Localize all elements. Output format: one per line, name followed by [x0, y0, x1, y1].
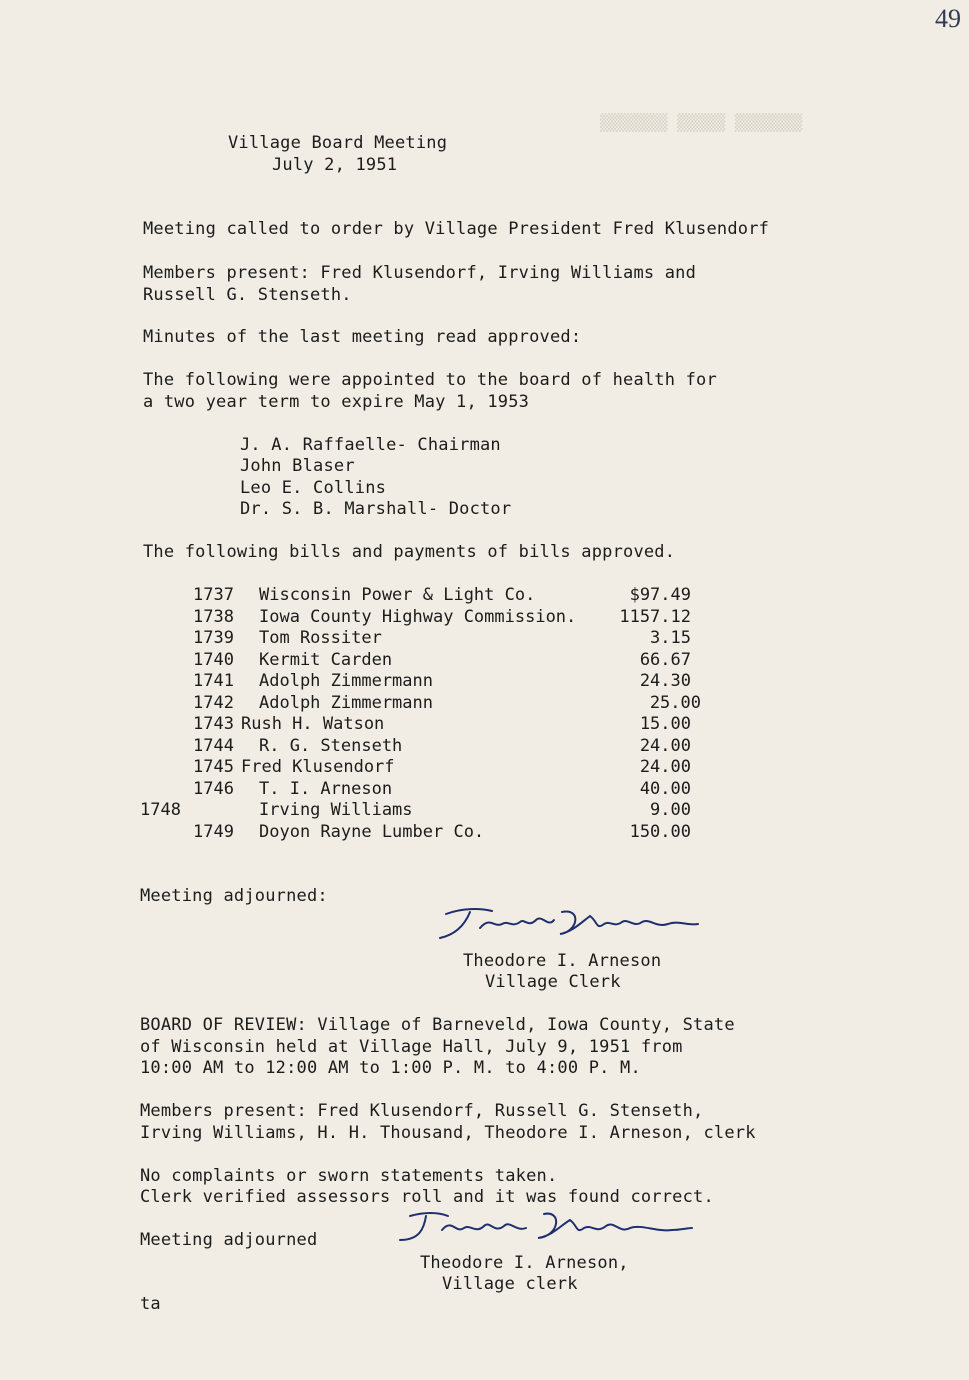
bill-payee: Iowa County Highway Commission. — [259, 607, 577, 627]
bill-amount: 3.15 — [650, 628, 691, 648]
bill-amount: 150.00 — [629, 822, 691, 842]
review-members-line2: Irving Williams, H. H. Thousand, Theodore I. Arneson, clerk — [140, 1123, 756, 1143]
complaints-line2: Clerk verified assessors roll and it was found correct. — [140, 1187, 714, 1207]
bill-row — [0, 607, 969, 628]
bill-payee: Fred Klusendorf — [241, 757, 395, 777]
bill-payee: Irving Williams — [259, 800, 413, 820]
bill-amount: 66.67 — [639, 650, 691, 670]
bill-row — [0, 628, 969, 649]
bill-payee: Adolph Zimmermann — [259, 693, 433, 713]
bill-number: 1745 — [193, 757, 234, 777]
members-present-line2: Russell G. Stenseth. — [143, 285, 352, 305]
bill-number: 1741 — [193, 671, 234, 691]
bill-payee: T. I. Arneson — [259, 779, 393, 799]
bill-payee: Adolph Zimmermann — [259, 671, 433, 691]
bill-payee: Doyon Rayne Lumber Co. — [259, 822, 485, 842]
bill-number: 1749 — [193, 822, 234, 842]
bill-payee: Tom Rossiter — [259, 628, 382, 648]
bill-number: 1737 — [193, 585, 234, 605]
typist-initials: ta — [140, 1294, 161, 1314]
health-member: John Blaser — [240, 456, 355, 476]
board-of-review-line1: BOARD OF REVIEW: Village of Barneveld, Iowa County, State — [140, 1015, 735, 1035]
bill-row — [0, 693, 969, 714]
bill-amount: 15.00 — [639, 714, 691, 734]
health-member: Leo E. Collins — [240, 478, 387, 498]
board-of-review-line2: of Wisconsin held at Village Hall, July 9, 1951 from — [140, 1037, 683, 1057]
bill-row — [0, 779, 969, 800]
health-member: J. A. Raffaelle- Chairman — [240, 435, 501, 455]
clerk-name: Theodore I. Arneson — [463, 951, 662, 971]
bill-payee: Wisconsin Power & Light Co. — [259, 585, 536, 605]
bill-payee: R. G. Stenseth — [259, 736, 403, 756]
bill-amount: 40.00 — [639, 779, 691, 799]
board-of-health-line2: a two year term to expire May 1, 1953 — [143, 392, 530, 412]
bill-number: 1740 — [193, 650, 234, 670]
bill-row — [0, 800, 969, 821]
bill-payee: Rush H. Watson — [241, 714, 385, 734]
board-of-health-line1: The following were appointed to the board of health for — [143, 370, 717, 390]
bill-amount: 1157.12 — [619, 607, 691, 627]
bill-number: 1744 — [193, 736, 234, 756]
bill-number: 1743 — [193, 714, 234, 734]
bill-number: 1746 — [193, 779, 234, 799]
bill-payee: Kermit Carden — [259, 650, 393, 670]
bill-amount: 24.30 — [639, 671, 691, 691]
complaints-line1: No complaints or sworn statements taken. — [140, 1166, 558, 1186]
heading-line1: Village Board Meeting — [228, 133, 448, 153]
bill-number: 1739 — [193, 628, 234, 648]
clerk-title-2: Village clerk — [442, 1274, 578, 1294]
bill-row — [0, 671, 969, 692]
bill-amount: 24.00 — [639, 757, 691, 777]
bill-amount: 25.00 — [649, 693, 701, 713]
bill-row — [0, 822, 969, 843]
board-of-review-line3: 10:00 AM to 12:00 AM to 1:00 P. M. to 4:00 P. M. — [140, 1058, 641, 1078]
clerk-name-2: Theodore I. Arneson, — [420, 1253, 629, 1273]
bill-number: 1748 — [140, 800, 181, 820]
members-present-line1: Members present: Fred Klusendorf, Irving Williams and — [143, 263, 697, 283]
bill-row — [0, 650, 969, 671]
meeting-adjourned: Meeting adjourned: — [140, 886, 328, 906]
signature — [394, 1206, 694, 1252]
bill-row — [0, 736, 969, 757]
bill-amount: 24.00 — [639, 736, 691, 756]
bills-intro: The following bills and payments of bills approved. — [143, 542, 676, 562]
review-members-line1: Members present: Fred Klusendorf, Russell G. Stenseth, — [140, 1101, 704, 1121]
bill-number: 1742 — [193, 693, 234, 713]
meeting-adjourned-2: Meeting adjourned — [140, 1230, 318, 1250]
clerk-title: Village Clerk — [485, 972, 621, 992]
signature — [432, 902, 702, 948]
health-member: Dr. S. B. Marshall- Doctor — [240, 499, 512, 519]
minutes-approved: Minutes of the last meeting read approved: — [143, 327, 582, 347]
bill-row — [0, 714, 969, 735]
bill-amount: 9.00 — [650, 800, 691, 820]
called-to-order: Meeting called to order by Village President Fred Klusendorf — [143, 219, 770, 239]
bill-amount: $97.49 — [629, 585, 691, 605]
page-number: 49 — [935, 4, 961, 33]
heading-line2: July 2, 1951 — [272, 155, 398, 175]
bill-row — [0, 757, 969, 778]
bleed-through: ▒▒▒▒▒▒▒ ▒▒▒▒▒ ▒▒▒▒▒▒▒ — [600, 113, 803, 132]
bill-row — [0, 585, 969, 606]
bill-number: 1738 — [193, 607, 234, 627]
